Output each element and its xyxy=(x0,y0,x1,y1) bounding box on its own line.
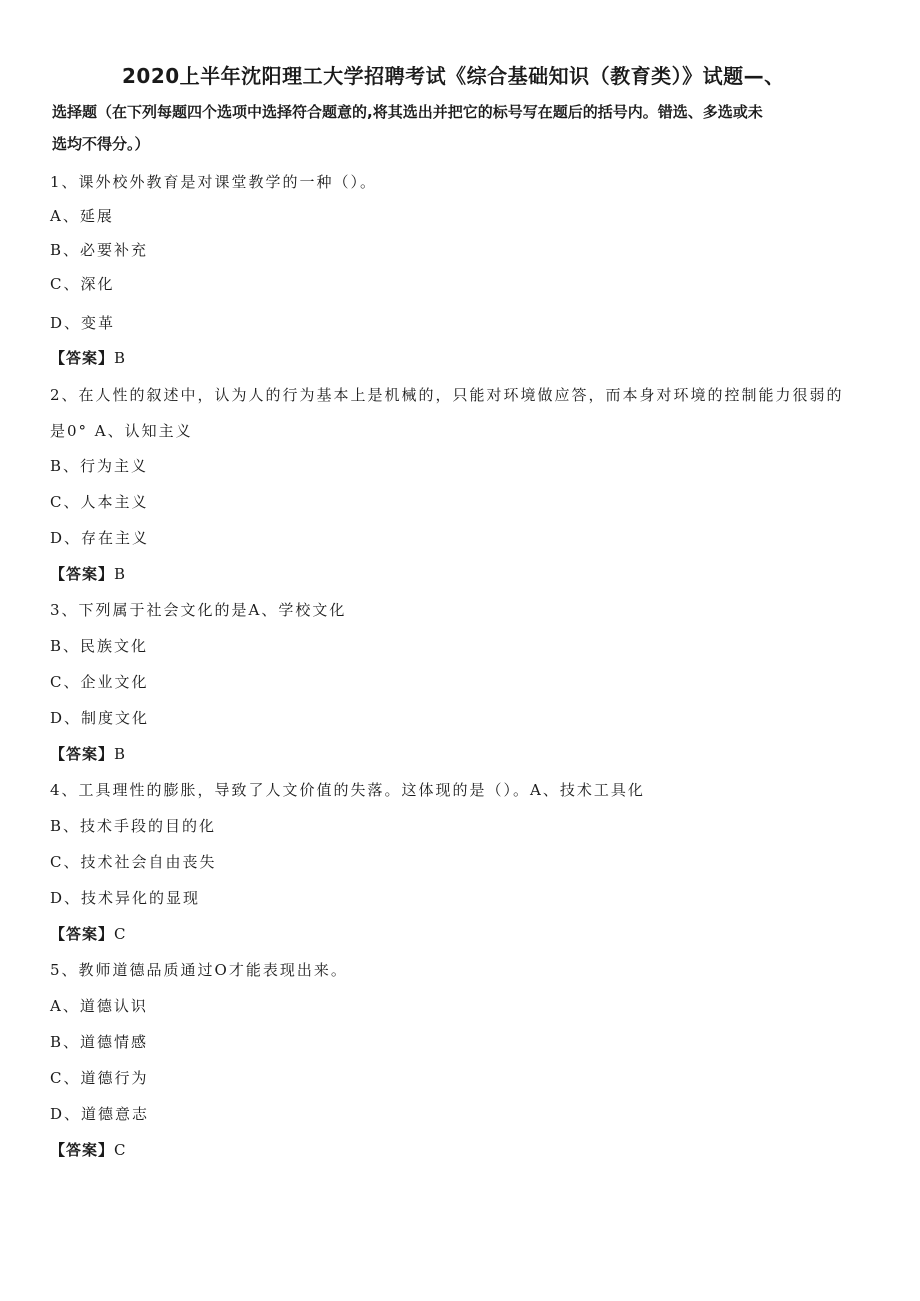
answer-tag: 【答案】 xyxy=(50,349,115,367)
question-1-answer xyxy=(50,347,125,368)
question-4-option-b: B、技术手段的目的化 xyxy=(50,817,217,835)
question-4-option-d: D、技术异化的显现 xyxy=(50,889,201,907)
answer-tag: 【答案】 xyxy=(50,745,115,763)
question-1-option-b: B、必要补充 xyxy=(50,241,149,259)
answer-value: B xyxy=(114,745,126,763)
answer-value: C xyxy=(114,1141,126,1159)
question-2-stem-continued: 是0° A、认知主义 xyxy=(50,422,193,440)
question-5-answer xyxy=(50,1139,126,1160)
question-1-option-d: D、变革 xyxy=(50,314,116,332)
answer-tag: 【答案】 xyxy=(50,565,115,583)
answer-value: C xyxy=(114,925,126,943)
question-4-answer xyxy=(50,923,126,944)
question-3-option-d: D、制度文化 xyxy=(50,709,150,727)
instructions-line-2: 选均不得分。） xyxy=(52,135,150,153)
document-title: 2020上半年沈阳理工大学招聘考试《综合基础知识（教育类）》试题—、 xyxy=(122,64,785,88)
question-2-option-d: D、存在主义 xyxy=(50,529,150,547)
answer-tag: 【答案】 xyxy=(50,1141,115,1159)
question-2-option-b: B、行为主义 xyxy=(50,457,149,475)
question-4-option-c: C、技术社会自由丧失 xyxy=(50,853,217,871)
answer-value: B xyxy=(114,349,126,367)
instructions-line-1: 选择题（在下列每题四个选项中选择符合题意的,将其选出并把它的标号写在题后的括号内。错选、多选或未 xyxy=(52,103,763,121)
question-5-stem: 5、教师道德品质通过O才能表现出来。 xyxy=(50,961,348,979)
question-3-option-c: C、企业文化 xyxy=(50,673,149,691)
question-2-answer xyxy=(50,563,125,584)
question-5-option-b: B、道德情感 xyxy=(50,1033,149,1051)
question-5-option-c: C、道德行为 xyxy=(50,1069,149,1087)
answer-tag: 【答案】 xyxy=(50,925,115,943)
question-3-option-b: B、民族文化 xyxy=(50,637,149,655)
question-5-option-d: D、道德意志 xyxy=(50,1105,150,1123)
question-3-stem: 3、下列属于社会文化的是A、学校文化 xyxy=(50,601,347,619)
question-1-stem: 1、课外校外教育是对课堂教学的一种（）。 xyxy=(50,173,378,191)
question-1-option-a: A、延展 xyxy=(50,207,114,225)
question-4-stem: 4、工具理性的膨胀，导致了人文价值的失落。这体现的是（）。A、技术工具化 xyxy=(50,781,645,799)
question-2-option-c: C、人本主义 xyxy=(50,493,149,511)
question-3-answer xyxy=(50,743,125,764)
answer-value: B xyxy=(114,565,126,583)
question-2-stem: 2、在人性的叙述中，认为人的行为基本上是机械的，只能对环境做应答，而本身对环境的控制能力很弱的 xyxy=(50,386,844,404)
question-5-option-a: A、道德认识 xyxy=(50,997,148,1015)
question-1-option-c: C、深化 xyxy=(50,275,115,293)
